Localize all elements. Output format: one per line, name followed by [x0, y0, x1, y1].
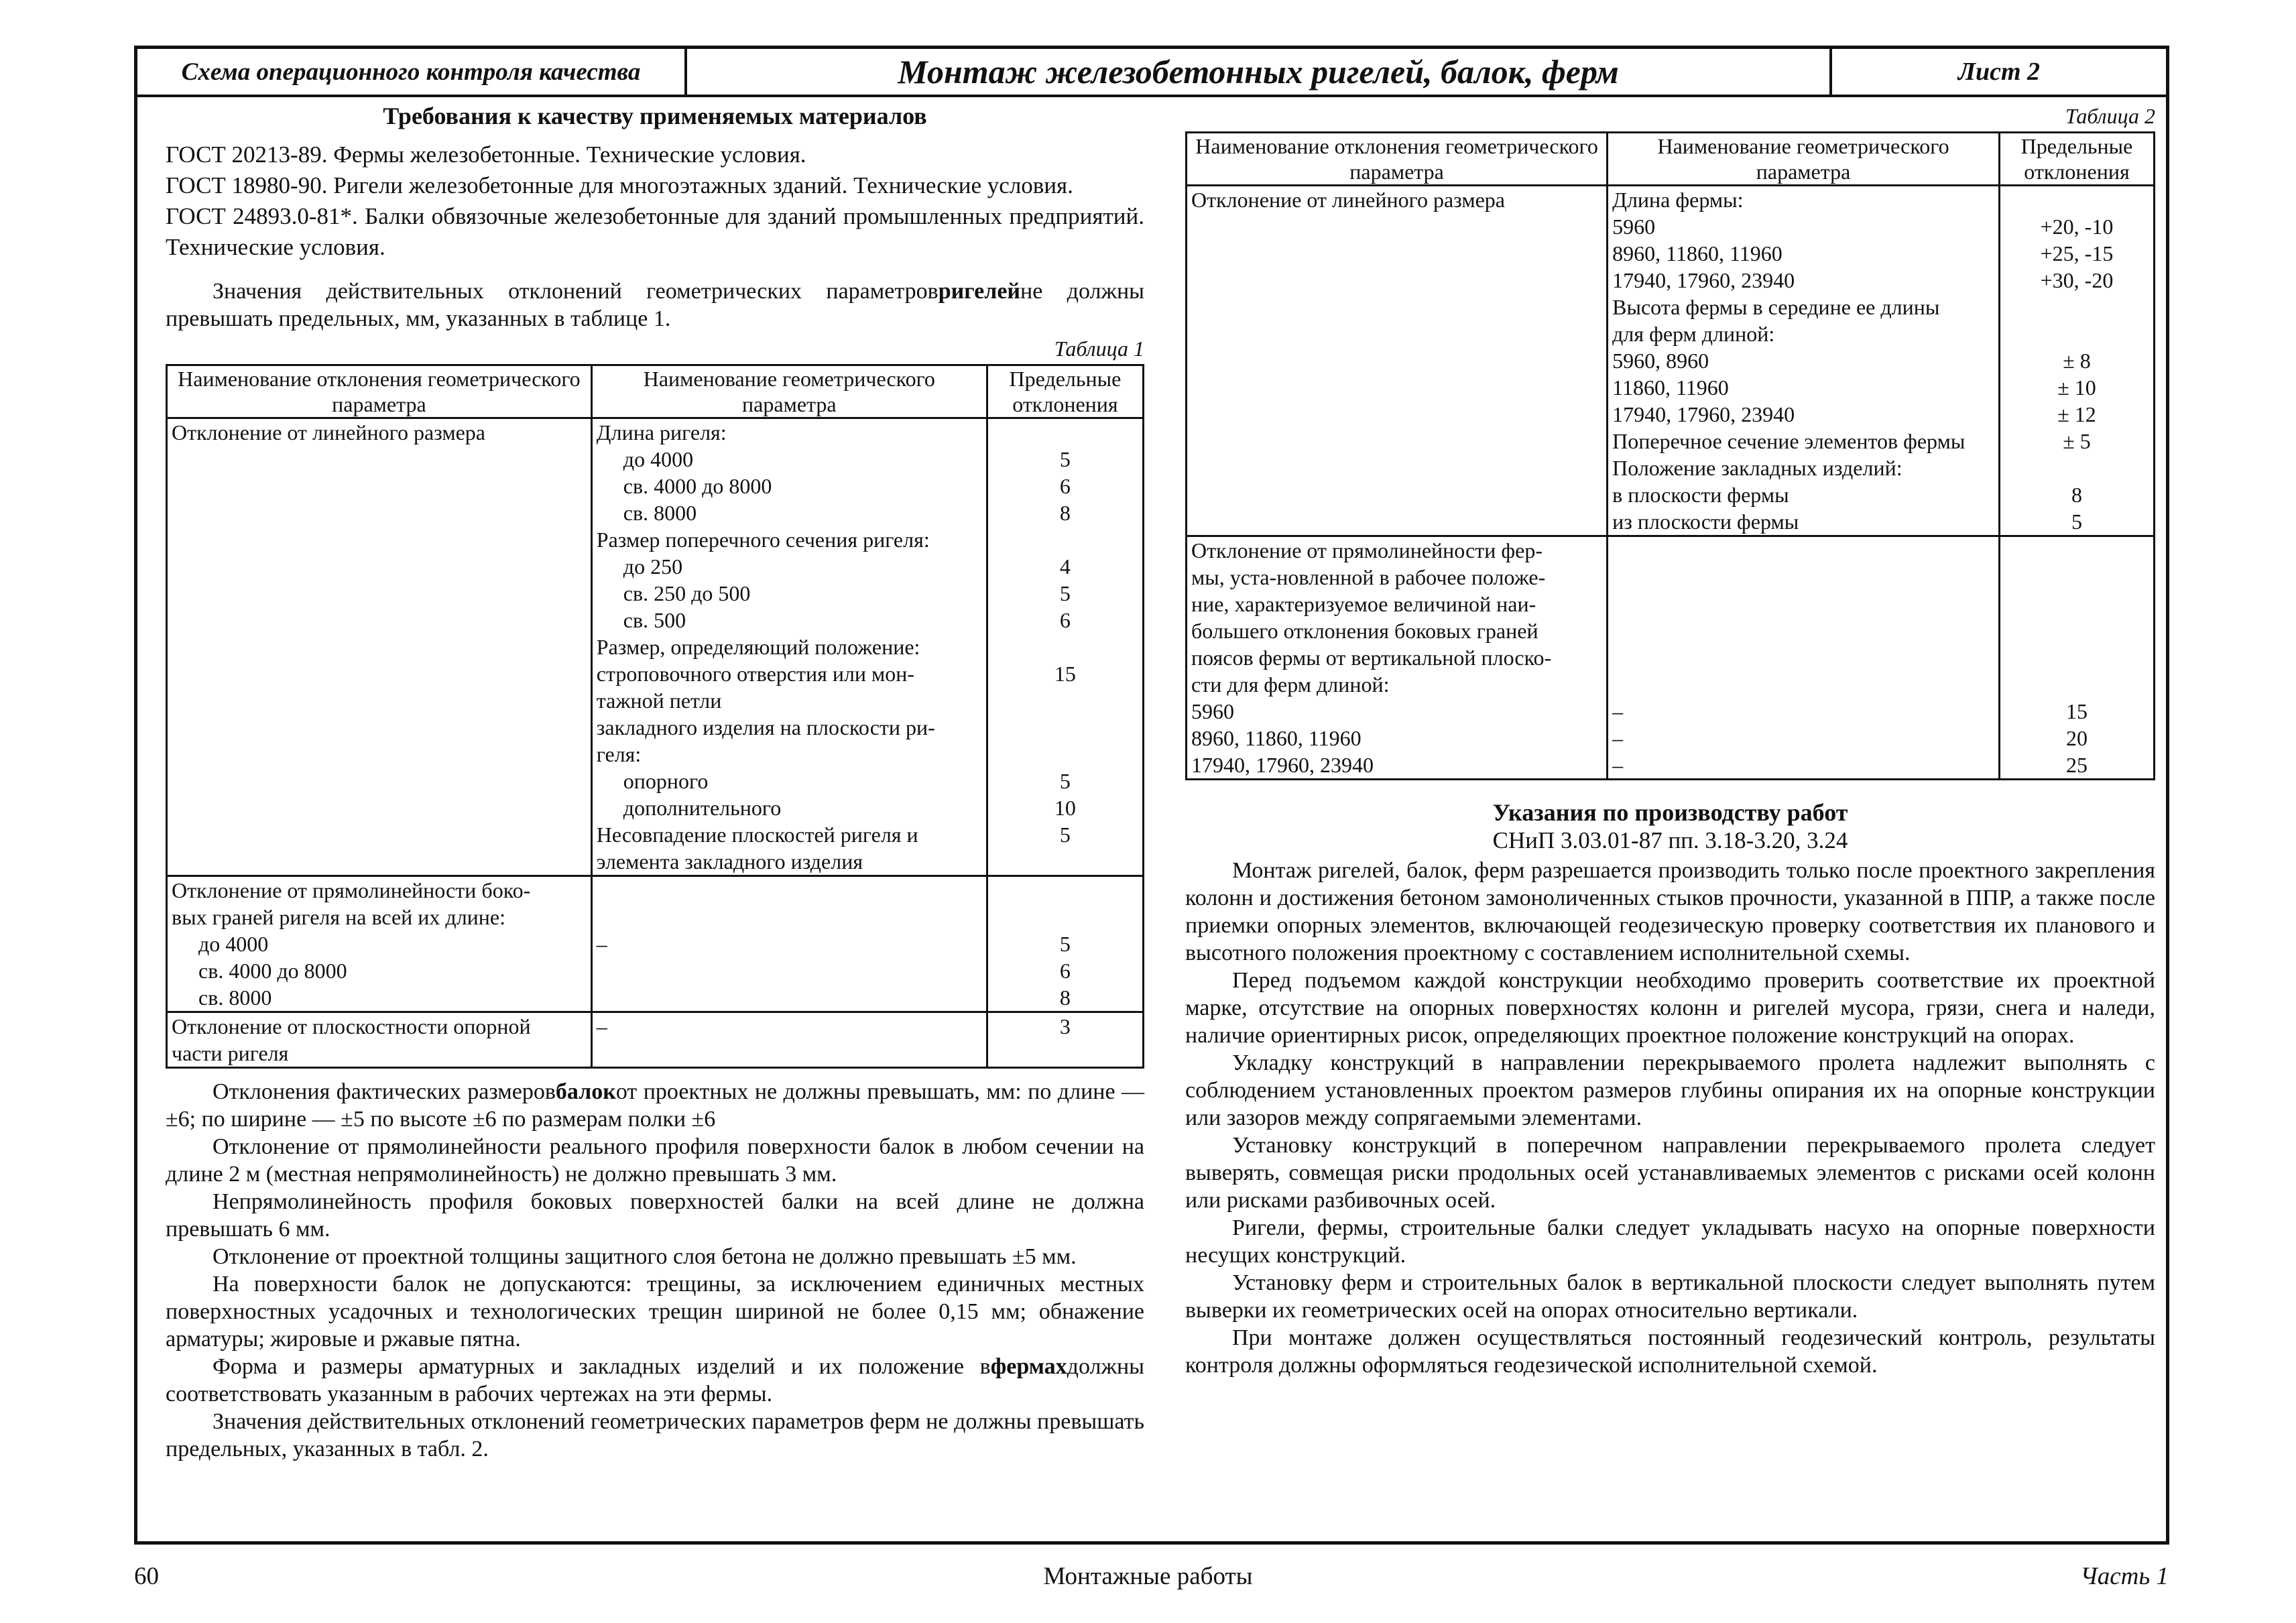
table-row	[167, 418, 1144, 876]
text-paragraph: Укладку конструкций в направлении перекрываемого пролета надлежит выполнять с соблюдением установленных проектом размеров глубины опирания их на опорные конструкции или зазоров между сопрягаемыми элементами.	[1185, 1050, 2155, 1130]
text-paragraph: Отклонение от прямолинейности реального профиля поверхности балок в любом сечении на длине 2 м (местная непрямолинейность) не должно превышать 3 мм.	[166, 1134, 1144, 1187]
cell-line: 8	[1059, 501, 1071, 525]
table-2	[1185, 131, 2155, 780]
cell-line: –	[1612, 753, 1624, 777]
cell-line: вых граней ригеля на всей их длине:	[172, 905, 505, 929]
table-cell	[1608, 186, 2000, 536]
cell-line: ± 12	[2057, 402, 2096, 426]
materials-title: Требования к качеству применяемых материалов	[383, 103, 927, 129]
text-paragraph: Ригели, фермы, строительные балки следует укладывать насухо на опорные поверхности несущих конструкций.	[1185, 1215, 2155, 1268]
cell-line: –	[596, 932, 607, 956]
page-frame	[134, 46, 2169, 1545]
table1-caption: Таблица 1	[1054, 337, 1144, 361]
gost-item: ГОСТ 20213-89. Фермы железобетонные. Технические условия.	[166, 141, 806, 168]
cell-line: элемента закладного изделия	[596, 849, 863, 874]
cell-line	[1612, 564, 1994, 591]
cell-line: 4	[1059, 554, 1071, 579]
cell-line: +30, -20	[2040, 268, 2114, 292]
trusses-paragraph: Форма и размеры арматурных и закладных изделий и их положение вфермахдолжны соответствовать указанным в рабочих чертежах на эти фермы.	[166, 1354, 1144, 1406]
cell-line: +20, -10	[2040, 215, 2114, 239]
cell-line: поясов фермы от вертикальной плоско-	[1191, 646, 1552, 670]
cell-line: 5960, 8960	[1612, 349, 1709, 373]
table-row	[1187, 536, 2155, 780]
cell-line: до 4000	[623, 447, 694, 471]
cell-line	[2004, 537, 2149, 564]
table-cell	[591, 876, 987, 1012]
cell-line	[597, 957, 982, 984]
cell-line: св. 8000	[198, 985, 272, 1010]
cell-line: 8960, 11860, 11960	[1612, 241, 1783, 265]
table-cell	[1187, 186, 1608, 536]
cell-line: ± 10	[2057, 375, 2096, 400]
cell-line: +25, -15	[2040, 241, 2114, 265]
snip-reference: СНиП 3.03.01-87 пп. 3.18-3.20, 3.24	[1492, 827, 1848, 853]
cell-line: 5960	[1612, 215, 1656, 239]
cell-line: тажной петли	[596, 688, 722, 713]
cell-line	[992, 687, 1138, 714]
cell-line: 6	[1059, 959, 1071, 983]
cell-line: до 250	[623, 554, 683, 579]
table-header: Наименование геометрического параметра	[1608, 133, 2000, 186]
cell-line	[2004, 455, 2149, 481]
table-cell	[167, 1012, 592, 1068]
beams-paragraph: Отклонения фактических размеровбалокот проектных не должны превышать, мм: по длине — ±6; по ширине — ±5 по высоте ±6 по размерам полки ±6	[166, 1079, 1144, 1132]
cell-line: Поперечное сечение элементов фермы	[1612, 429, 1966, 453]
cell-line: св. 4000 до 8000	[198, 959, 347, 983]
table-1	[166, 364, 1144, 1069]
cell-line: –	[1612, 699, 1624, 723]
cell-line: св. 500	[623, 608, 686, 632]
header-sheet: Лист 2	[1957, 58, 2041, 86]
cell-line: –	[596, 1014, 607, 1038]
cell-line: Отклонение от линейного размера	[1191, 188, 1505, 212]
page-header	[137, 49, 2166, 97]
cell-line	[2004, 644, 2149, 671]
cell-line	[992, 419, 1138, 446]
cell-line: 20	[2065, 726, 2088, 750]
cell-line: ± 5	[2063, 429, 2091, 453]
cell-line: закладного изделия на плоскости ри-	[596, 715, 935, 739]
cell-line	[992, 848, 1138, 875]
text-paragraph: На поверхности балок не допускаются: трещины, за исключением единичных местных поверхностных усадочных и технологических трещин шириной не более 0,15 мм; обнажение арматуры; жировые и ржавые пятна.	[166, 1272, 1144, 1351]
table-header: Предельные отклонения	[987, 365, 1143, 418]
gost-item: ГОСТ 18980-90. Ригели железобетонные для многоэтажных зданий. Технические условия.	[166, 172, 1073, 198]
cell-line: дополнительного	[623, 796, 782, 820]
cell-line: 15	[2065, 699, 2088, 723]
cell-line: 6	[1059, 474, 1071, 498]
cell-line: мы, уста-новленной в рабочее положе-	[1191, 565, 1546, 589]
table-header: Наименование отклонения геометрического параметра	[167, 365, 592, 418]
cell-line: сти для ферм длиной:	[1191, 672, 1390, 697]
cell-line: Отклонение от линейного размера	[172, 420, 485, 444]
cell-line	[2004, 320, 2149, 347]
cell-line: 5	[1059, 932, 1071, 956]
cell-line: Размер, определяющий положение:	[596, 635, 920, 659]
cell-line	[992, 714, 1138, 741]
page-number: 60	[134, 1563, 159, 1590]
table-cell	[1608, 536, 2000, 780]
cell-line	[992, 741, 1138, 768]
cell-line: 15	[1054, 662, 1076, 686]
cell-line: Длина фермы:	[1612, 188, 1744, 212]
table-cell	[1187, 536, 1608, 780]
cell-line	[992, 526, 1138, 553]
table2-caption: Таблица 2	[2065, 104, 2155, 128]
table-header: Наименование геометрического параметра	[591, 365, 987, 418]
cell-line: 8	[2071, 483, 2082, 507]
cell-line: 25	[2065, 753, 2088, 777]
cell-line: большего отклонения боковых граней	[1191, 619, 1538, 643]
cell-line: св. 250 до 500	[623, 581, 751, 605]
cell-line: 5960	[1191, 699, 1234, 723]
work-instructions-title: Указания по производству работ	[1492, 799, 1848, 826]
table-row	[167, 876, 1144, 1012]
cell-line: в плоскости фермы	[1612, 483, 1789, 507]
gost-item: ГОСТ 24893.0-81*. Балки обвязочные железобетонные для зданий промышленных предприятий. Технические условия.	[166, 203, 1144, 260]
table-cell	[1999, 536, 2154, 780]
cell-line: ± 8	[2063, 349, 2091, 373]
table-cell	[1999, 186, 2154, 536]
cell-line: геля:	[596, 742, 642, 766]
cell-line: Отклонение от прямолинейности боко-	[172, 878, 531, 902]
cell-line: до 4000	[198, 932, 269, 956]
right-column	[1185, 103, 2155, 1379]
cell-line: 17940, 17960, 23940	[1612, 268, 1795, 292]
cell-line	[2004, 671, 2149, 698]
cell-line: строповочного отверстия или мон-	[596, 662, 915, 686]
cell-line	[597, 904, 982, 930]
cell-line: 17940, 17960, 23940	[1191, 753, 1374, 777]
cell-line	[2004, 186, 2149, 213]
cell-line: для ферм длиной:	[1612, 322, 1775, 346]
cell-line	[1612, 671, 1994, 698]
cell-line: 5	[1059, 581, 1071, 605]
cell-line: Несовпадение плоскостей ригеля и	[596, 823, 918, 847]
text-paragraph: Отклонение от проектной толщины защитного слоя бетона не должно превышать ±5 мм.	[213, 1244, 1077, 1269]
cell-line: 8960, 11860, 11960	[1191, 726, 1362, 750]
cell-line: Положение закладных изделий:	[1612, 456, 1902, 480]
cell-line	[2004, 294, 2149, 320]
header-left: Схема операционного контроля качества	[137, 49, 687, 95]
cell-line	[597, 877, 982, 904]
cell-line: Высота фермы в середине ее длины	[1612, 295, 1940, 319]
footer-title: Монтажные работы	[1043, 1563, 1253, 1590]
cell-line: части ригеля	[172, 1041, 289, 1065]
text-paragraph: Значения действительных отклонений геометрических параметров ферм не должны превышать предельных, указанных в табл. 2.	[166, 1409, 1144, 1461]
table-row	[1187, 186, 2155, 536]
cell-line	[2004, 591, 2149, 617]
table-cell	[987, 1012, 1143, 1068]
table-cell	[987, 418, 1143, 876]
footer-part: Часть 1	[2080, 1563, 2169, 1590]
cell-line: 3	[1059, 1014, 1071, 1038]
table-cell	[167, 876, 592, 1012]
text-paragraph: Перед подъемом каждой конструкции необходимо проверить соответствие их проектной марке, отсутствие на опорных поверхностях колонн и ригелей мусора, грязи, снега и наледи, наличие ориентирных рисок, определяющих проектное положение конструкций на опорах.	[1185, 968, 2155, 1048]
cell-line: Размер поперечного сечения ригеля:	[596, 528, 930, 552]
cell-line: 5	[2071, 509, 2082, 534]
table-cell	[987, 876, 1143, 1012]
cell-line: 8	[1059, 985, 1071, 1010]
text-paragraph: При монтаже должен осуществляться постоянный геодезический контроль, результаты контроля должны оформляться геодезической исполнительной схемой.	[1185, 1325, 2155, 1378]
text-paragraph: Монтаж ригелей, балок, ферм разрешается производить только после проектного закрепления колонн и достижения бетоном замоноличенных стыков прочности, указанной в ППР, а также после приемки опорных элементов, включающей геодезическую проверку соответствия их планового и высотного положения проектному с составлением исполнительной схемы.	[1185, 858, 2155, 965]
text-paragraph: Непрямолинейность профиля боковых поверхностей балки на всей длине не должна превышать 6 мм.	[166, 1189, 1144, 1242]
table-row	[167, 1012, 1144, 1068]
cell-line: Отклонение от прямолинейности фер-	[1191, 538, 1543, 562]
table-cell	[591, 1012, 987, 1068]
cell-line	[1612, 537, 1994, 564]
table-cell	[167, 418, 592, 876]
cell-line	[992, 904, 1138, 930]
table-cell	[591, 418, 987, 876]
cell-line: 11860, 11960	[1612, 375, 1729, 400]
cell-line: 5	[1059, 823, 1071, 847]
table-header: Предельные отклонения	[1999, 133, 2154, 186]
cell-line: опорного	[623, 769, 709, 793]
cell-line	[1612, 617, 1994, 644]
table1-intro: Значения действительных отклонений геометрических параметровригелейне должны превышать предельных, мм, указанных в таблице 1.	[166, 279, 1144, 331]
gost-list	[166, 139, 1144, 263]
table-header: Наименование отклонения геометрического параметра	[1187, 133, 1608, 186]
cell-line	[1612, 591, 1994, 617]
cell-line: ние, характеризуемое величиной наи-	[1191, 592, 1536, 616]
cell-line: Отклонение от плоскостности опорной	[172, 1014, 531, 1038]
cell-line	[992, 877, 1138, 904]
cell-line: –	[1612, 726, 1624, 750]
text-paragraph: Установку конструкций в поперечном направлении перекрываемого пролета следует выверять, совмещая риски продольных осей устанавливаемых элементов с рисками осей колонн или рисками разбивочных осей.	[1185, 1133, 2155, 1213]
cell-line: 6	[1059, 608, 1071, 632]
header-title: Монтаж железобетонных ригелей, балок, ферм	[687, 49, 1832, 95]
cell-line: 10	[1054, 796, 1076, 820]
left-column	[166, 103, 1144, 1463]
text-paragraph: Установку ферм и строительных балок в вертикальной плоскости следует выполнять путем выверки их геометрических осей на опорах относительно вертикали.	[1185, 1270, 2155, 1323]
work-instructions	[1185, 857, 2155, 1379]
cell-line: из плоскости фермы	[1612, 509, 1799, 534]
cell-line	[1612, 644, 1994, 671]
cell-line	[2004, 564, 2149, 591]
cell-line: св. 8000	[623, 501, 697, 525]
cell-line	[992, 634, 1138, 660]
cell-line: 5	[1059, 769, 1071, 793]
cell-line	[2004, 617, 2149, 644]
cell-line: 5	[1059, 447, 1071, 471]
cell-line: Длина ригеля:	[596, 420, 727, 444]
cell-line: св. 4000 до 8000	[623, 474, 772, 498]
cell-line	[597, 984, 982, 1011]
cell-line: 17940, 17960, 23940	[1612, 402, 1795, 426]
